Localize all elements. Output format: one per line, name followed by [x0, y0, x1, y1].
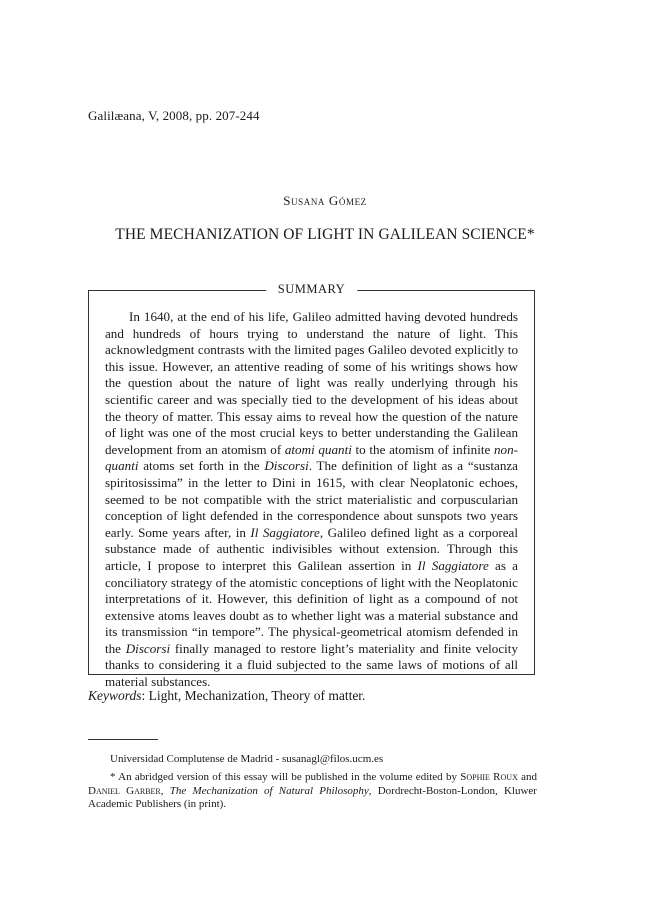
summary-italic-term: Il Saggiatore [417, 557, 489, 573]
journal-citation: Galilæana, V, 2008, pp. 207-244 [88, 108, 260, 123]
editor-name: Daniel Garber [88, 784, 161, 797]
summary-text-part: . The definition of light as a “sustanza spiritosissima” in the letter to Dini in 1615, with clear Neoplatonic echoes, seemed to be not compatible with the strict materialistic and corpuscularian conception of light defended in the correspondence about sunspots two years early. Some years after, in [105, 458, 518, 540]
summary-italic-term: atomi quanti [284, 441, 352, 457]
footnote-part: , [160, 784, 170, 797]
summary-italic-term: Il Saggiatore [250, 524, 320, 540]
footnote-text [88, 771, 537, 812]
footnote-divider [88, 739, 158, 740]
summary-italic-term: Discorsi [264, 458, 309, 474]
author-affiliation: Universidad Complutense de Madrid - susanagl@filos.ucm.es [110, 753, 384, 765]
keywords-line [88, 688, 365, 704]
summary-heading: SUMMARY [266, 282, 357, 297]
summary-text-part: finally managed to restore light’s materiality and finite velocity thanks to considering it a fluid subjected to the same laws of motions of all material substances. [105, 640, 518, 690]
summary-text-part: as a conciliatory strategy of the atomistic conceptions of light with the Neoplatonic interpretations of it. However, this definition of light as a compound of not extensive atoms leaves doubt as to whether light was a material substance and its transmission “in tempore”. The physical-geometrical atomism defended in the [105, 557, 518, 656]
editor-name: Sophie Roux [460, 771, 518, 783]
summary-text-part: to the atomism of infinite [351, 441, 494, 457]
keywords-list: : Light, Mechanization, Theory of matter. [141, 688, 366, 703]
summary-italic-term: non-quanti [105, 441, 518, 474]
article-title: THE MECHANIZATION OF LIGHT IN GALILEAN SCIENCE* [115, 226, 535, 243]
footnote-part: * An abridged version of this essay will be published in the volume edited by [110, 771, 461, 783]
footnote-part: , Dordrecht-Boston-London, Kluwer Academic Publishers (in print). [88, 784, 537, 811]
keywords-label: Keywords [88, 688, 142, 703]
summary-text [105, 309, 518, 691]
summary-text-part: atoms set forth in the [138, 458, 265, 474]
summary-box [88, 282, 535, 690]
author-name: Susana Gómez [283, 193, 367, 208]
footnote-part: and [517, 771, 537, 783]
summary-italic-term: Discorsi [125, 640, 171, 656]
summary-text-part: , Galileo defined light as a corporeal substance made of authentic indivisibles without extension. Through this article, I propose to interpret this Galilean assertion in [105, 524, 519, 573]
book-title: The Mechanization of Natural Philosophy [169, 784, 369, 797]
summary-text-part: In 1640, at the end of his life, Galileo admitted having devoted hundreds and hundreds of hours trying to understand the nature of light. This acknowledgment contrasts with the limited pages Galileo devoted explicitly to this issue. However, an attentive reading of some of his writings shows how the question about the nature of light was really underlying through his scientific career and was specially tied to the development of his ideas about the theory of matter. This essay aims to reveal how the question of the nature of light was one of the most crucial keys to better understanding the Galilean development from an atomism of [105, 309, 518, 457]
